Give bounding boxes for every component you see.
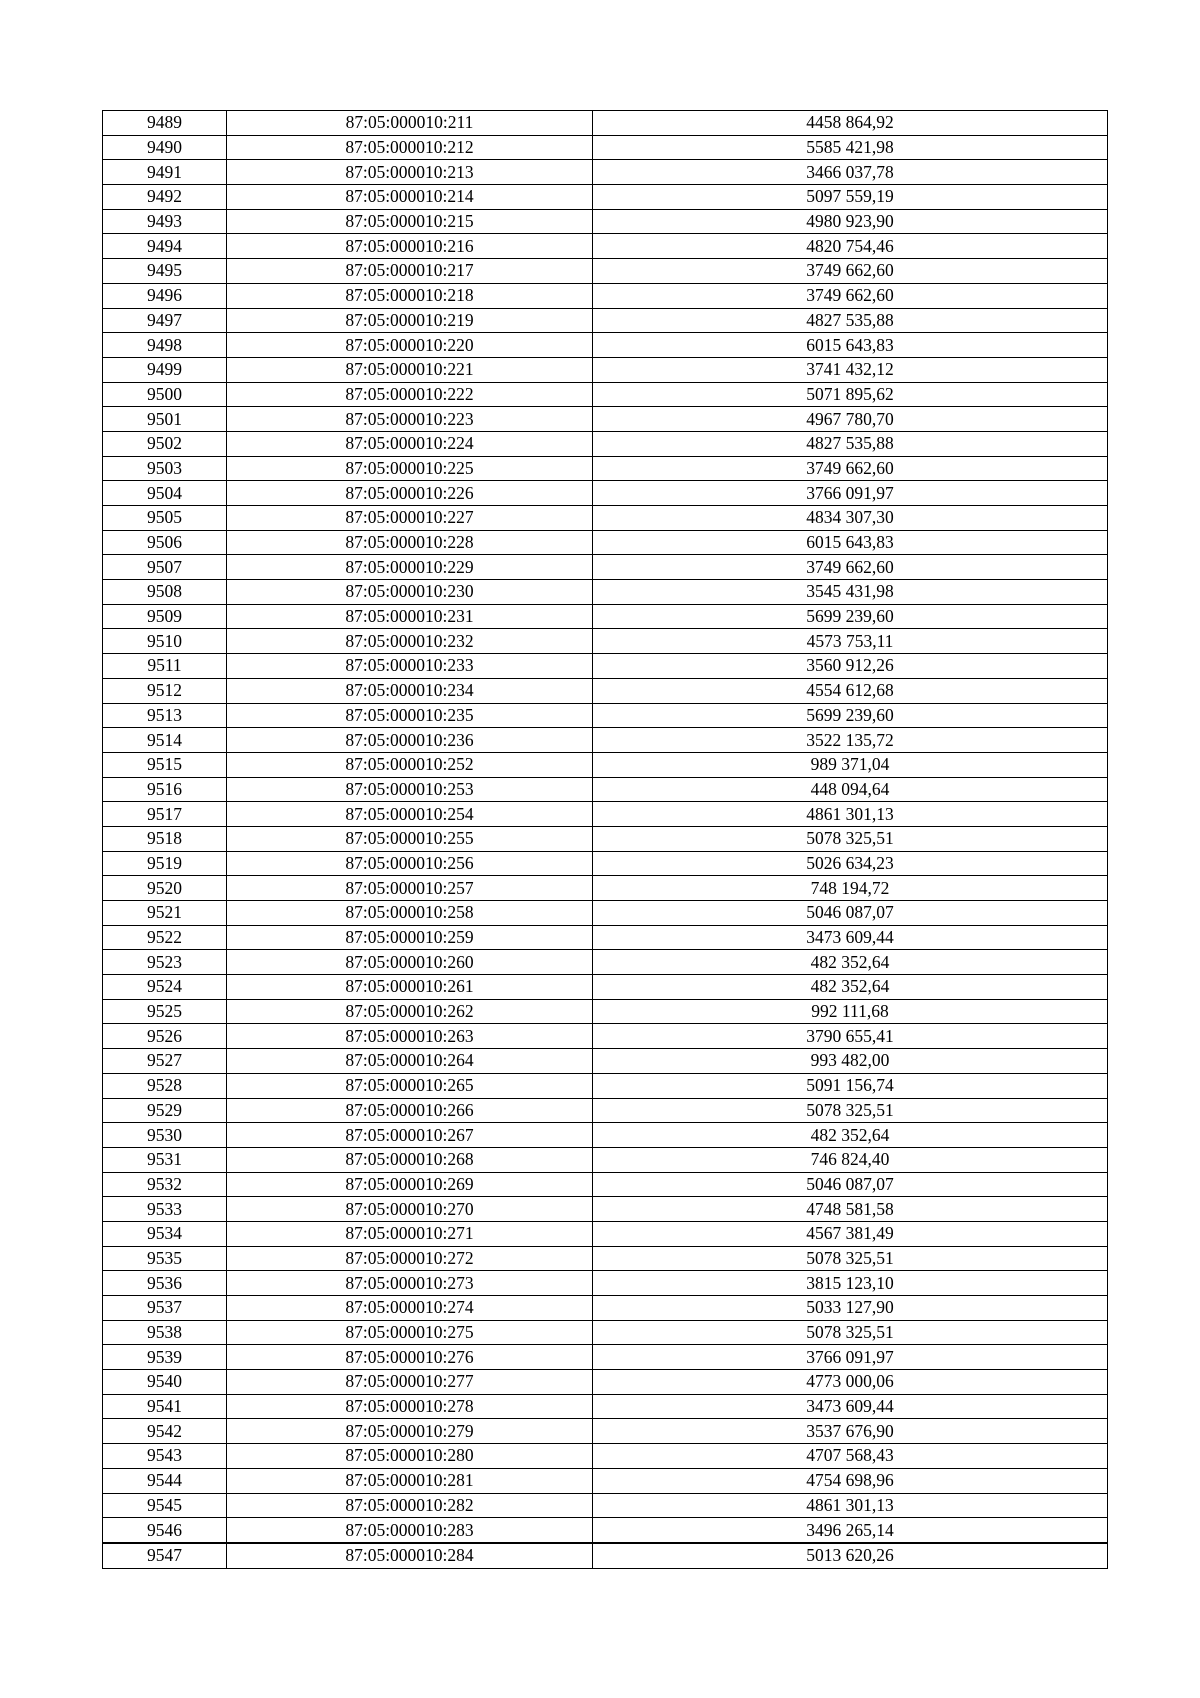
cadastral-number-cell: 87:05:000010:219 — [227, 308, 593, 333]
cadastral-number-cell: 87:05:000010:283 — [227, 1518, 593, 1543]
cadastral-value-cell: 4827 535,88 — [593, 431, 1108, 456]
table-row — [103, 135, 1108, 160]
cadastral-number-cell: 87:05:000010:232 — [227, 629, 593, 654]
cadastral-value-cell: 5078 325,51 — [593, 1320, 1108, 1345]
cadastral-value-cell: 5033 127,90 — [593, 1296, 1108, 1321]
cadastral-number-cell: 87:05:000010:257 — [227, 876, 593, 901]
table-row — [103, 703, 1108, 728]
cadastral-number-cell: 87:05:000010:223 — [227, 407, 593, 432]
row-number-cell: 9522 — [103, 925, 227, 950]
cadastral-value-cell: 3815 123,10 — [593, 1271, 1108, 1296]
cadastral-number-cell: 87:05:000010:227 — [227, 506, 593, 531]
table-row — [103, 1098, 1108, 1123]
cadastral-number-cell: 87:05:000010:211 — [227, 111, 593, 136]
cadastral-value-table — [102, 110, 1108, 1569]
cadastral-number-cell: 87:05:000010:217 — [227, 259, 593, 284]
table-row — [103, 1320, 1108, 1345]
cadastral-number-cell: 87:05:000010:270 — [227, 1197, 593, 1222]
table-row — [103, 1197, 1108, 1222]
table-row — [103, 308, 1108, 333]
table-row — [103, 1444, 1108, 1469]
cadastral-number-cell: 87:05:000010:263 — [227, 1024, 593, 1049]
cadastral-number-cell: 87:05:000010:262 — [227, 999, 593, 1024]
cadastral-number-cell: 87:05:000010:253 — [227, 777, 593, 802]
table-row — [103, 1493, 1108, 1518]
cadastral-value-cell: 5071 895,62 — [593, 382, 1108, 407]
cadastral-value-cell: 3473 609,44 — [593, 925, 1108, 950]
table-row — [103, 975, 1108, 1000]
row-number-cell: 9526 — [103, 1024, 227, 1049]
cadastral-value-cell: 3560 912,26 — [593, 654, 1108, 679]
table-row — [103, 555, 1108, 580]
cadastral-number-cell: 87:05:000010:275 — [227, 1320, 593, 1345]
row-number-cell: 9523 — [103, 950, 227, 975]
cadastral-value-cell: 746 824,40 — [593, 1147, 1108, 1172]
row-number-cell: 9515 — [103, 752, 227, 777]
cadastral-number-cell: 87:05:000010:259 — [227, 925, 593, 950]
cadastral-value-cell: 3766 091,97 — [593, 481, 1108, 506]
row-number-cell: 9538 — [103, 1320, 227, 1345]
row-number-cell: 9520 — [103, 876, 227, 901]
cadastral-number-cell: 87:05:000010:265 — [227, 1073, 593, 1098]
cadastral-value-cell: 448 094,64 — [593, 777, 1108, 802]
row-number-cell: 9546 — [103, 1518, 227, 1543]
table-row — [103, 604, 1108, 629]
table-row — [103, 851, 1108, 876]
row-number-cell: 9532 — [103, 1172, 227, 1197]
row-number-cell: 9513 — [103, 703, 227, 728]
cadastral-number-cell: 87:05:000010:254 — [227, 802, 593, 827]
table-row — [103, 802, 1108, 827]
cadastral-number-cell: 87:05:000010:279 — [227, 1419, 593, 1444]
row-number-cell: 9491 — [103, 160, 227, 185]
cadastral-value-cell: 3766 091,97 — [593, 1345, 1108, 1370]
table-row — [103, 1518, 1108, 1543]
cadastral-value-cell: 748 194,72 — [593, 876, 1108, 901]
cadastral-value-cell: 5097 559,19 — [593, 185, 1108, 210]
row-number-cell: 9521 — [103, 901, 227, 926]
row-number-cell: 9501 — [103, 407, 227, 432]
table-row — [103, 1543, 1108, 1568]
cadastral-number-cell: 87:05:000010:231 — [227, 604, 593, 629]
cadastral-value-cell: 6015 643,83 — [593, 530, 1108, 555]
table-row — [103, 1394, 1108, 1419]
table-body — [103, 111, 1108, 1569]
table-row — [103, 160, 1108, 185]
cadastral-number-cell: 87:05:000010:255 — [227, 826, 593, 851]
cadastral-value-cell: 3749 662,60 — [593, 259, 1108, 284]
table-row — [103, 481, 1108, 506]
table-row — [103, 1345, 1108, 1370]
table-row — [103, 654, 1108, 679]
row-number-cell: 9499 — [103, 357, 227, 382]
table-row — [103, 530, 1108, 555]
table-row — [103, 209, 1108, 234]
table-row — [103, 1221, 1108, 1246]
table-row — [103, 234, 1108, 259]
row-number-cell: 9505 — [103, 506, 227, 531]
row-number-cell: 9543 — [103, 1444, 227, 1469]
row-number-cell: 9539 — [103, 1345, 227, 1370]
cadastral-value-cell: 4458 864,92 — [593, 111, 1108, 136]
table-row — [103, 333, 1108, 358]
cadastral-value-cell: 4861 301,13 — [593, 1493, 1108, 1518]
cadastral-number-cell: 87:05:000010:213 — [227, 160, 593, 185]
table-row — [103, 901, 1108, 926]
row-number-cell: 9534 — [103, 1221, 227, 1246]
table-row — [103, 1419, 1108, 1444]
row-number-cell: 9511 — [103, 654, 227, 679]
cadastral-value-cell: 993 482,00 — [593, 1049, 1108, 1074]
cadastral-number-cell: 87:05:000010:228 — [227, 530, 593, 555]
row-number-cell: 9503 — [103, 456, 227, 481]
cadastral-number-cell: 87:05:000010:229 — [227, 555, 593, 580]
row-number-cell: 9508 — [103, 580, 227, 605]
cadastral-number-cell: 87:05:000010:252 — [227, 752, 593, 777]
table-row — [103, 777, 1108, 802]
cadastral-value-cell: 482 352,64 — [593, 950, 1108, 975]
table-row — [103, 357, 1108, 382]
cadastral-number-cell: 87:05:000010:233 — [227, 654, 593, 679]
cadastral-number-cell: 87:05:000010:274 — [227, 1296, 593, 1321]
cadastral-value-cell: 5078 325,51 — [593, 1098, 1108, 1123]
cadastral-number-cell: 87:05:000010:218 — [227, 283, 593, 308]
row-number-cell: 9495 — [103, 259, 227, 284]
row-number-cell: 9519 — [103, 851, 227, 876]
table-row — [103, 1172, 1108, 1197]
table-row — [103, 826, 1108, 851]
cadastral-number-cell: 87:05:000010:276 — [227, 1345, 593, 1370]
cadastral-number-cell: 87:05:000010:214 — [227, 185, 593, 210]
cadastral-number-cell: 87:05:000010:216 — [227, 234, 593, 259]
cadastral-value-cell: 6015 643,83 — [593, 333, 1108, 358]
row-number-cell: 9530 — [103, 1123, 227, 1148]
table-row — [103, 1147, 1108, 1172]
cadastral-value-cell: 5078 325,51 — [593, 826, 1108, 851]
cadastral-number-cell: 87:05:000010:273 — [227, 1271, 593, 1296]
table-row — [103, 431, 1108, 456]
cadastral-number-cell: 87:05:000010:284 — [227, 1543, 593, 1568]
table-row — [103, 1024, 1108, 1049]
row-number-cell: 9540 — [103, 1370, 227, 1395]
cadastral-number-cell: 87:05:000010:230 — [227, 580, 593, 605]
table-row — [103, 1370, 1108, 1395]
row-number-cell: 9504 — [103, 481, 227, 506]
row-number-cell: 9542 — [103, 1419, 227, 1444]
row-number-cell: 9489 — [103, 111, 227, 136]
table-row — [103, 678, 1108, 703]
row-number-cell: 9512 — [103, 678, 227, 703]
table-row — [103, 950, 1108, 975]
row-number-cell: 9497 — [103, 308, 227, 333]
cadastral-number-cell: 87:05:000010:282 — [227, 1493, 593, 1518]
row-number-cell: 9545 — [103, 1493, 227, 1518]
row-number-cell: 9510 — [103, 629, 227, 654]
row-number-cell: 9494 — [103, 234, 227, 259]
table-row — [103, 1271, 1108, 1296]
row-number-cell: 9525 — [103, 999, 227, 1024]
row-number-cell: 9537 — [103, 1296, 227, 1321]
cadastral-number-cell: 87:05:000010:258 — [227, 901, 593, 926]
cadastral-number-cell: 87:05:000010:225 — [227, 456, 593, 481]
table-row — [103, 580, 1108, 605]
row-number-cell: 9516 — [103, 777, 227, 802]
cadastral-number-cell: 87:05:000010:269 — [227, 1172, 593, 1197]
cadastral-number-cell: 87:05:000010:278 — [227, 1394, 593, 1419]
row-number-cell: 9506 — [103, 530, 227, 555]
row-number-cell: 9517 — [103, 802, 227, 827]
table-row — [103, 1049, 1108, 1074]
cadastral-value-cell: 3545 431,98 — [593, 580, 1108, 605]
row-number-cell: 9528 — [103, 1073, 227, 1098]
cadastral-value-cell: 482 352,64 — [593, 975, 1108, 1000]
row-number-cell: 9509 — [103, 604, 227, 629]
table-row — [103, 925, 1108, 950]
cadastral-number-cell: 87:05:000010:261 — [227, 975, 593, 1000]
table-row — [103, 1246, 1108, 1271]
cadastral-value-cell: 3749 662,60 — [593, 283, 1108, 308]
cadastral-value-cell: 5699 239,60 — [593, 703, 1108, 728]
cadastral-value-cell: 989 371,04 — [593, 752, 1108, 777]
row-number-cell: 9529 — [103, 1098, 227, 1123]
cadastral-number-cell: 87:05:000010:281 — [227, 1468, 593, 1493]
cadastral-number-cell: 87:05:000010:220 — [227, 333, 593, 358]
row-number-cell: 9493 — [103, 209, 227, 234]
row-number-cell: 9492 — [103, 185, 227, 210]
cadastral-value-cell: 5046 087,07 — [593, 901, 1108, 926]
cadastral-number-cell: 87:05:000010:235 — [227, 703, 593, 728]
table-row — [103, 1468, 1108, 1493]
table-row — [103, 876, 1108, 901]
row-number-cell: 9514 — [103, 728, 227, 753]
table-row — [103, 506, 1108, 531]
row-number-cell: 9507 — [103, 555, 227, 580]
cadastral-value-cell: 4707 568,43 — [593, 1444, 1108, 1469]
cadastral-number-cell: 87:05:000010:212 — [227, 135, 593, 160]
cadastral-number-cell: 87:05:000010:277 — [227, 1370, 593, 1395]
cadastral-value-cell: 3537 676,90 — [593, 1419, 1108, 1444]
cadastral-number-cell: 87:05:000010:215 — [227, 209, 593, 234]
cadastral-number-cell: 87:05:000010:256 — [227, 851, 593, 876]
row-number-cell: 9535 — [103, 1246, 227, 1271]
table-row — [103, 382, 1108, 407]
row-number-cell: 9533 — [103, 1197, 227, 1222]
cadastral-value-cell: 5078 325,51 — [593, 1246, 1108, 1271]
cadastral-number-cell: 87:05:000010:221 — [227, 357, 593, 382]
row-number-cell: 9541 — [103, 1394, 227, 1419]
table-row — [103, 629, 1108, 654]
table-row — [103, 999, 1108, 1024]
table-row — [103, 1073, 1108, 1098]
row-number-cell: 9498 — [103, 333, 227, 358]
cadastral-value-cell: 4834 307,30 — [593, 506, 1108, 531]
cadastral-value-cell: 3522 135,72 — [593, 728, 1108, 753]
cadastral-value-cell: 482 352,64 — [593, 1123, 1108, 1148]
row-number-cell: 9502 — [103, 431, 227, 456]
table-row — [103, 1296, 1108, 1321]
cadastral-number-cell: 87:05:000010:226 — [227, 481, 593, 506]
row-number-cell: 9544 — [103, 1468, 227, 1493]
cadastral-value-cell: 5091 156,74 — [593, 1073, 1108, 1098]
cadastral-value-cell: 4861 301,13 — [593, 802, 1108, 827]
table-row — [103, 407, 1108, 432]
cadastral-value-cell: 3749 662,60 — [593, 456, 1108, 481]
table-row — [103, 1123, 1108, 1148]
cadastral-value-cell: 4820 754,46 — [593, 234, 1108, 259]
table-row — [103, 185, 1108, 210]
cadastral-value-cell: 5699 239,60 — [593, 604, 1108, 629]
cadastral-value-cell: 4827 535,88 — [593, 308, 1108, 333]
cadastral-value-cell: 4967 780,70 — [593, 407, 1108, 432]
cadastral-value-cell: 4754 698,96 — [593, 1468, 1108, 1493]
row-number-cell: 9500 — [103, 382, 227, 407]
cadastral-number-cell: 87:05:000010:271 — [227, 1221, 593, 1246]
cadastral-number-cell: 87:05:000010:267 — [227, 1123, 593, 1148]
cadastral-value-cell: 4554 612,68 — [593, 678, 1108, 703]
cadastral-number-cell: 87:05:000010:224 — [227, 431, 593, 456]
cadastral-value-cell: 3473 609,44 — [593, 1394, 1108, 1419]
table-row — [103, 456, 1108, 481]
row-number-cell: 9524 — [103, 975, 227, 1000]
cadastral-value-cell: 5013 620,26 — [593, 1543, 1108, 1568]
cadastral-value-cell: 3496 265,14 — [593, 1518, 1108, 1543]
table-row — [103, 259, 1108, 284]
table-row — [103, 752, 1108, 777]
cadastral-value-cell: 5026 634,23 — [593, 851, 1108, 876]
cadastral-number-cell: 87:05:000010:236 — [227, 728, 593, 753]
cadastral-value-cell: 4573 753,11 — [593, 629, 1108, 654]
cadastral-number-cell: 87:05:000010:280 — [227, 1444, 593, 1469]
cadastral-number-cell: 87:05:000010:234 — [227, 678, 593, 703]
cadastral-value-cell: 3741 432,12 — [593, 357, 1108, 382]
cadastral-value-cell: 4980 923,90 — [593, 209, 1108, 234]
cadastral-value-cell: 3749 662,60 — [593, 555, 1108, 580]
cadastral-value-cell: 5585 421,98 — [593, 135, 1108, 160]
cadastral-value-cell: 3466 037,78 — [593, 160, 1108, 185]
cadastral-number-cell: 87:05:000010:266 — [227, 1098, 593, 1123]
cadastral-number-cell: 87:05:000010:260 — [227, 950, 593, 975]
cadastral-number-cell: 87:05:000010:264 — [227, 1049, 593, 1074]
cadastral-value-cell: 4773 000,06 — [593, 1370, 1108, 1395]
row-number-cell: 9490 — [103, 135, 227, 160]
table-row — [103, 111, 1108, 136]
table-row — [103, 283, 1108, 308]
cadastral-value-cell: 4567 381,49 — [593, 1221, 1108, 1246]
table-row — [103, 728, 1108, 753]
cadastral-number-cell: 87:05:000010:222 — [227, 382, 593, 407]
cadastral-value-cell: 3790 655,41 — [593, 1024, 1108, 1049]
cadastral-value-cell: 4748 581,58 — [593, 1197, 1108, 1222]
cadastral-value-cell: 992 111,68 — [593, 999, 1108, 1024]
row-number-cell: 9496 — [103, 283, 227, 308]
cadastral-number-cell: 87:05:000010:268 — [227, 1147, 593, 1172]
cadastral-number-cell: 87:05:000010:272 — [227, 1246, 593, 1271]
cadastral-value-cell: 5046 087,07 — [593, 1172, 1108, 1197]
row-number-cell: 9518 — [103, 826, 227, 851]
row-number-cell: 9531 — [103, 1147, 227, 1172]
row-number-cell: 9527 — [103, 1049, 227, 1074]
row-number-cell: 9536 — [103, 1271, 227, 1296]
row-number-cell: 9547 — [103, 1543, 227, 1568]
